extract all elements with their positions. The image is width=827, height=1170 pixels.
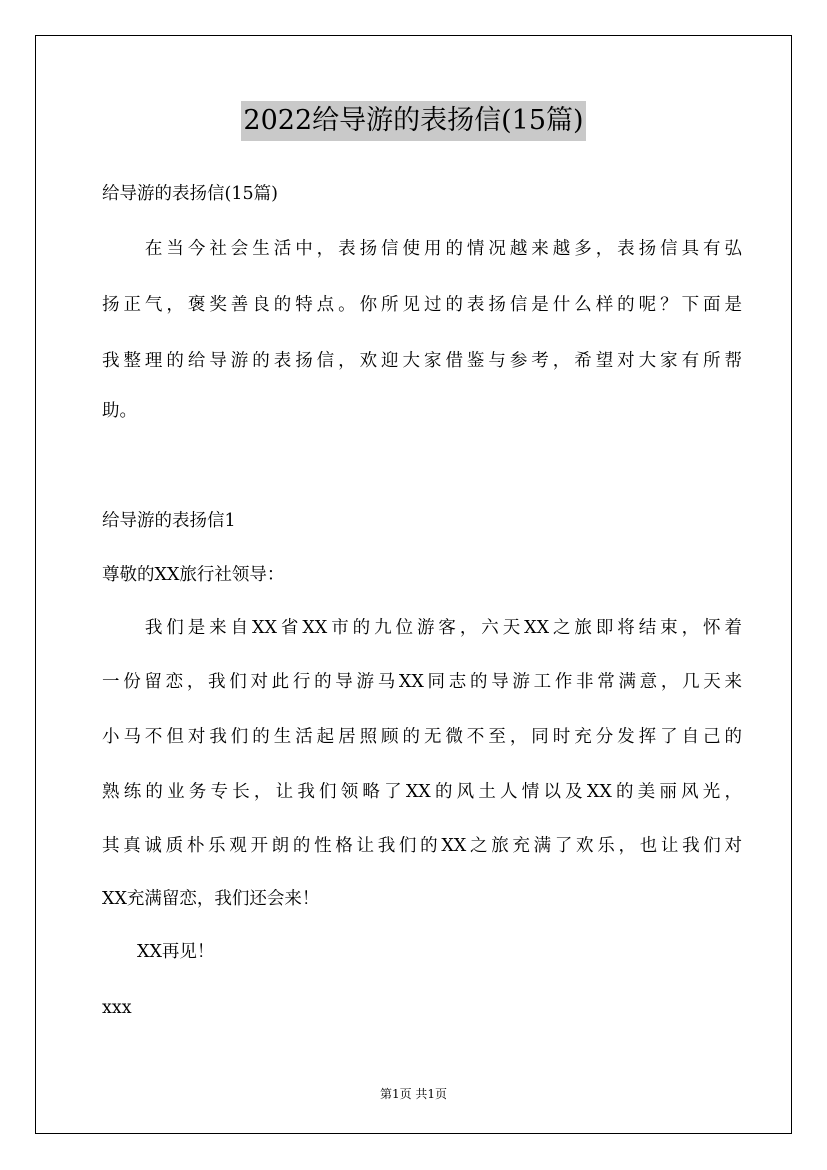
page-number-footer: 第1页 共1页: [379, 1087, 448, 1101]
intro-line-4: 助。: [102, 401, 137, 421]
intro-line-1: 在当今社会生活中，表扬信使用的情况越来越多，表扬信具有弘: [102, 239, 742, 259]
closing-line: XX再见！: [102, 942, 215, 962]
body-line-5: 其真诚质朴乐观开朗的性格让我们的XX之旅充满了欢乐，也让我们对: [102, 836, 742, 856]
intro-line-3: 我整理的给导游的表扬信，欢迎大家借鉴与参考，希望对大家有所帮: [102, 351, 742, 371]
body-line-2: 一份留恋，我们对此行的导游马XX同志的导游工作非常满意，几天来: [102, 672, 742, 692]
document-title-container: [0, 101, 827, 141]
intro-line-2: 扬正气，褒奖善良的特点。你所见过的表扬信是什么样的呢？下面是: [102, 295, 742, 315]
body-line-1: 我们是来自XX省XX市的九位游客，六天XX之旅即将结束，怀着: [102, 618, 742, 638]
body-line-4: 熟练的业务专长，让我们领略了XX的风土人情以及XX的美丽风光，: [102, 782, 742, 802]
document-title: 2022给导游的表扬信(15篇): [241, 101, 585, 141]
body-line-3: 小马不但对我们的生活起居照顾的无微不至，同时充分发挥了自己的: [102, 727, 742, 747]
salutation: 尊敬的XX旅行社领导：: [102, 565, 285, 585]
document-subtitle: 给导游的表扬信(15篇): [102, 184, 278, 204]
signature: xxx: [102, 998, 132, 1018]
body-line-6: XX充满留恋，我们还会来！: [102, 889, 320, 909]
section-heading: 给导游的表扬信1: [102, 511, 236, 531]
